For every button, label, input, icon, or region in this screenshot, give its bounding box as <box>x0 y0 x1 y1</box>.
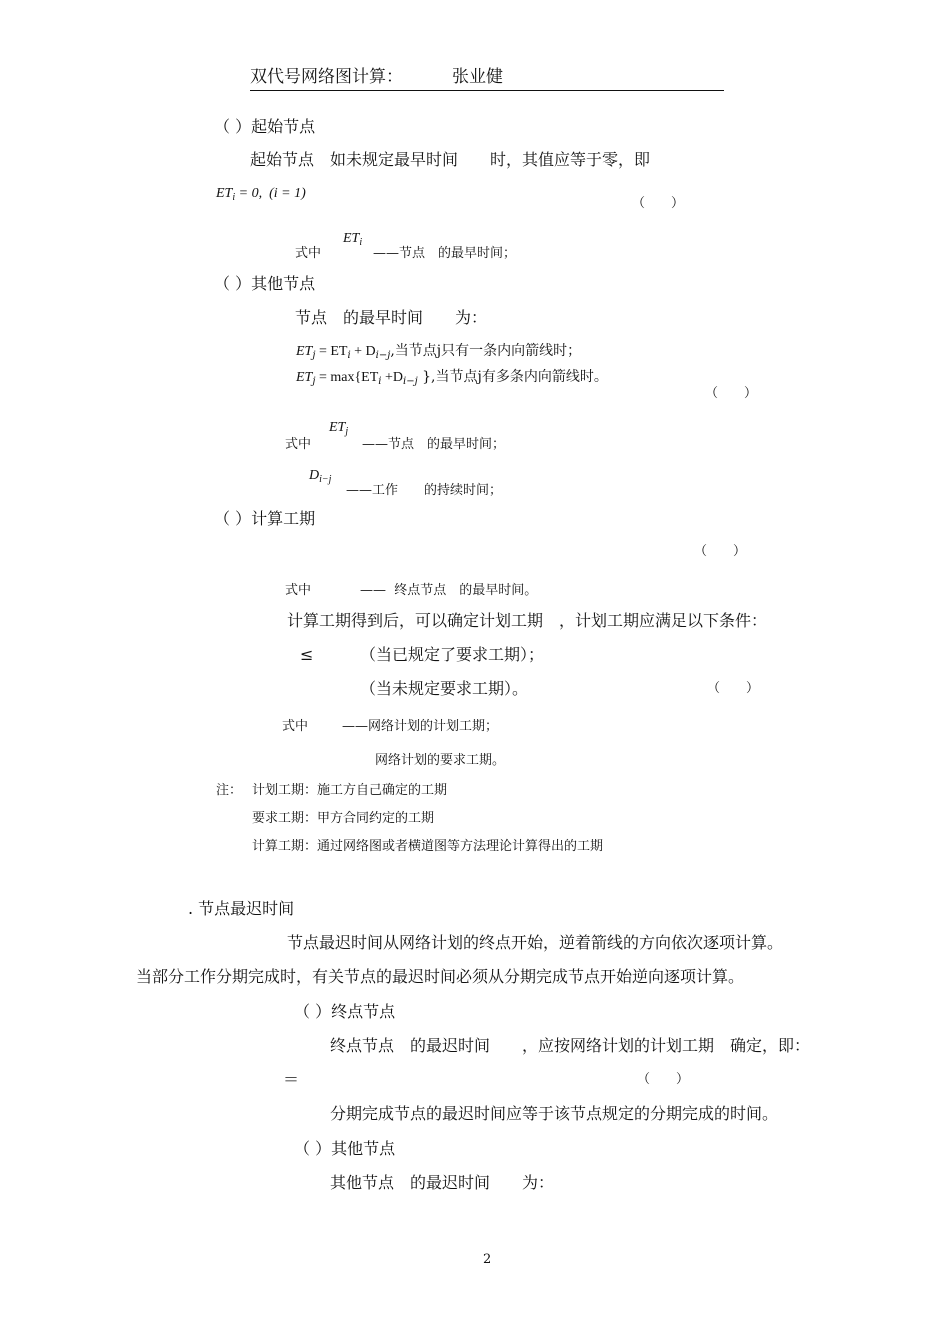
note-item-3: 计算工期：通过网络图或者横道图等方法理论计算得出的工期 <box>252 839 604 854</box>
latest-time-heading: . 节点最迟时间 <box>188 899 295 918</box>
latest-time-para-1: 节点最迟时间从网络计划的终点开始，逆着箭线的方向依次逐项计算。 <box>287 933 784 952</box>
note-item-1: 计划工期：施工方自己确定的工期 <box>252 783 448 798</box>
header-rule <box>250 90 724 91</box>
document-header-title: 双代号网络图计算： <box>250 67 403 87</box>
where-symbol-2: $ET_j$ <box>329 420 349 437</box>
other-node-heading-2: （ ）其他节点 <box>294 1139 396 1158</box>
condition-1-symbol: ≤ <box>300 645 314 664</box>
where-label-1: 式中 <box>295 246 322 261</box>
note-item-2: 要求工期：甲方合同约定的工期 <box>252 811 435 826</box>
other-node-text: 节点 的最早时间 为： <box>295 308 488 327</box>
end-node-heading: （ ）终点节点 <box>294 1002 396 1021</box>
where-label-5: 式中 <box>282 719 309 734</box>
other-node-text-2: 其他节点 的最迟时间 为： <box>330 1173 555 1192</box>
other-node-heading: （ ）其他节点 <box>214 274 316 293</box>
formula-multiple-inbound: $ET_j = \max\{ET_i +D_{i-j}$ },当节点j有多条内向箭线时。 <box>296 369 608 387</box>
page-number: 2 <box>483 1252 492 1267</box>
where-label-4: 式中 <box>285 583 312 598</box>
phase-completion-text: 分期完成节点的最迟时间应等于该节点规定的分期完成的时间。 <box>330 1104 779 1123</box>
where-label-2: 式中 <box>285 437 312 452</box>
equation-number-3: （ ） <box>694 544 747 559</box>
where-desc-6: 网络计划的要求工期。 <box>375 753 506 768</box>
where-desc-3: ——工作 的持续时间； <box>346 483 503 498</box>
calc-period-heading: （ ）计算工期 <box>214 509 316 528</box>
start-formula: $ET_i = 0$, (i = 1) <box>216 186 306 203</box>
end-node-equals: ＝ <box>283 1070 300 1089</box>
condition-1-text: （当已规定了要求工期）； <box>360 645 545 664</box>
start-node-text: 起始节点 如未规定最早时间 时，其值应等于零，即 <box>250 150 651 169</box>
plan-period-text: 计算工期得到后，可以确定计划工期 ，计划工期应满足以下条件： <box>287 611 768 630</box>
where-desc-5: ——网络计划的计划工期； <box>342 719 499 734</box>
equation-number-4: （ ） <box>707 681 760 696</box>
where-desc-4: —— 终点节点 的最早时间。 <box>360 583 538 598</box>
equation-number-2: （ ） <box>705 386 758 401</box>
start-node-heading: （ ）起始节点 <box>214 117 316 136</box>
equation-number-5: （ ） <box>637 1072 690 1087</box>
equation-number-1: （ ） <box>632 196 685 211</box>
formula-single-inbound: $ET_j = ET_i + D_{i-j}$,当节点j只有一条内向箭线时； <box>296 343 582 361</box>
where-desc-1: ——节点 的最早时间； <box>373 246 517 261</box>
where-desc-2: ——节点 的最早时间； <box>362 437 506 452</box>
document-header-author: 张业健 <box>452 67 503 87</box>
end-node-text: 终点节点 的最迟时间 ，应按网络计划的计划工期 确定，即： <box>330 1036 811 1055</box>
latest-time-para-2: 当部分工作分期完成时，有关节点的最迟时间必须从分期完成节点开始逆向逐项计算。 <box>136 967 745 986</box>
where-symbol-1: $ET_i$ <box>343 231 363 248</box>
note-label: 注： <box>216 783 243 798</box>
where-symbol-3: $D_{i-j}$ <box>309 468 332 485</box>
condition-2-text: （当未规定要求工期）。 <box>360 679 529 698</box>
